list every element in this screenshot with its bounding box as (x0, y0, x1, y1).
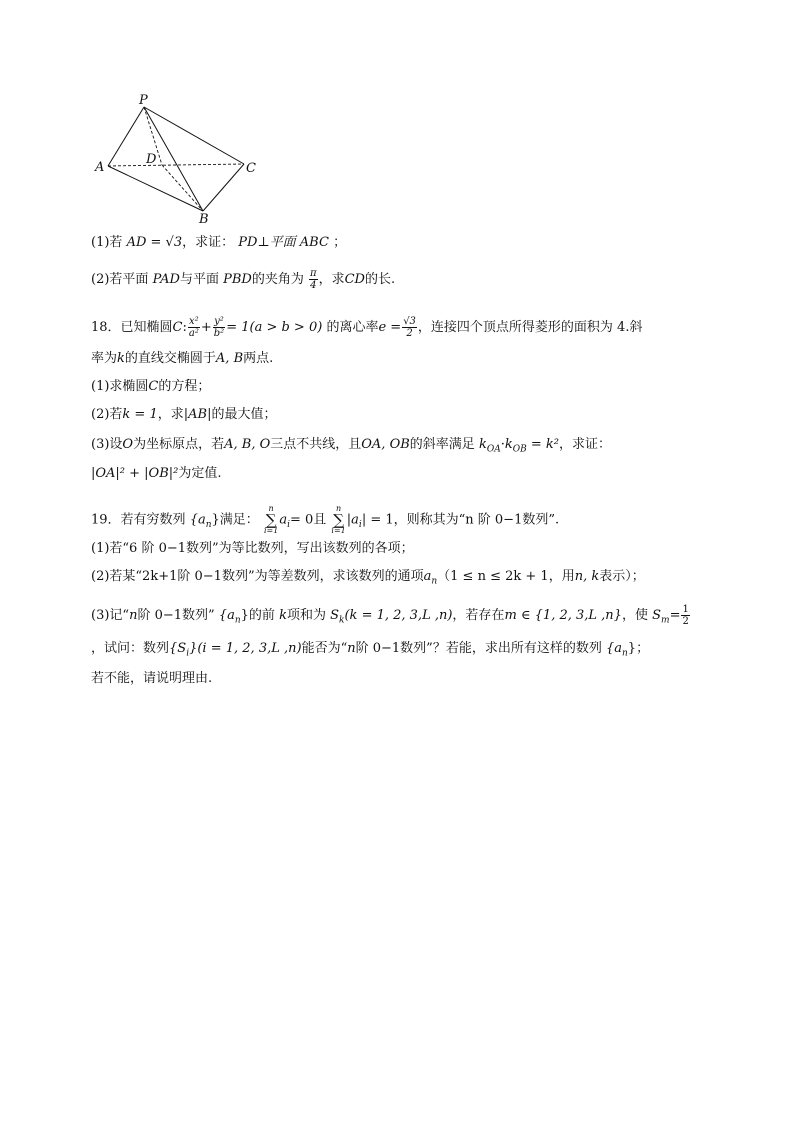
q18-p2-end: 的最大值； (211, 407, 277, 422)
pyramid-figure (88, 90, 268, 230)
q18-eq1: = 1(a > b > 0) (226, 320, 323, 335)
q19-half-den: 2 (682, 616, 689, 627)
q17-part1 (91, 234, 346, 252)
q19-p2-range: （1 ≤ n ≤ 2k + 1，用 (437, 569, 575, 584)
q17-p2-mid: 与平面 (179, 272, 219, 287)
q18-p1-end: 的方程； (158, 379, 211, 394)
q19-ai-sub: i (287, 520, 290, 531)
q18-p2: (2)若 (91, 407, 123, 422)
q19-p3-l3: 若不能，请说明理由. (91, 671, 213, 686)
q19-part2 (91, 568, 645, 591)
q19-absai: |a (346, 512, 359, 528)
q18-p1: (1)求椭圆 (91, 379, 149, 394)
q17-p1-prefix: (1)若 (91, 235, 123, 250)
q19-p2-an: a (423, 569, 432, 584)
q18-colon: : (182, 320, 187, 335)
q18-frac-e (402, 316, 417, 339)
q19-p3-l2seq-end: } (627, 641, 637, 656)
q19-p3-seq: {a (218, 608, 235, 623)
q19-p3-l2seq: {a (605, 641, 622, 656)
q19-seq-n: n (205, 520, 212, 531)
q19-p2: (2)若某“2k+1阶 0−1数列”为等差数列，求该数列的通项 (91, 569, 424, 584)
q19-half-num: 1 (682, 604, 689, 615)
q18-p2-k: k = 1 (122, 407, 158, 422)
edge-pa (108, 107, 144, 166)
q19-p3-sm: S (652, 608, 662, 623)
q18-p1-c: C (148, 379, 159, 394)
q19-head: 19．若有穷数列 (91, 512, 186, 528)
q17-p2-plane-b: PBD (223, 272, 252, 287)
q19-ai: a (279, 512, 288, 528)
q19-p2-an-sub: n (431, 576, 438, 587)
q19-absai-sub: i (358, 520, 362, 531)
q19-sum1-bot: i=1 (263, 526, 279, 535)
label-c: C (246, 161, 256, 176)
q19-sum1-top: n (268, 504, 274, 513)
q19-sum2 (331, 505, 345, 535)
q18-p3-koa: OA (486, 444, 501, 455)
q18-p3-mid3: 的斜率满足 (409, 437, 475, 452)
q18-k: k (117, 351, 125, 366)
q17-p2-plane-a: PAD (152, 272, 180, 287)
q18-a2: a² (188, 328, 199, 339)
q18-e-num: √3 (403, 316, 416, 327)
q19-p3-mid5: ，使 (621, 608, 648, 623)
q19-seq: {a (189, 512, 206, 528)
q17-p2-prefix: (2)若平面 (91, 272, 149, 287)
q19-p3-mid3: 项和为 (286, 608, 326, 623)
q17-frac-den: 4 (310, 280, 317, 291)
q17-p2-mid2: 的夹角为 (251, 272, 304, 287)
q17-p1-stmt: PD⊥平面 ABC (238, 235, 329, 250)
q19-sum2-bot: i=1 (331, 526, 346, 535)
q18-line2-c: 两点. (243, 351, 274, 366)
q18-part1 (91, 378, 210, 396)
q17-p2-cd: CD (344, 272, 365, 287)
q19-p3-l2b: 能否为“ (301, 641, 348, 656)
q18-frac-y (213, 316, 225, 339)
label-d: D (146, 152, 157, 167)
q17-part2 (91, 268, 395, 291)
q18-p3-k1: k (478, 437, 487, 452)
q19-p3-l2a: ，试问：数列 (91, 641, 170, 656)
q18-part2 (91, 406, 276, 424)
q18-p2-ab: |AB| (183, 407, 212, 422)
q17-p2-mid3: ，求 (318, 272, 345, 287)
q19-p3: (3)记“ (91, 608, 130, 623)
q19-p3-seq-end: } (240, 608, 249, 623)
q19-line1 (91, 505, 559, 535)
q19-p3-k: k (279, 608, 287, 623)
q18-x2: x² (189, 316, 199, 327)
q18-y2: y² (214, 316, 224, 327)
q18-p3-o: O (122, 437, 134, 452)
q19-and: 且 (313, 512, 327, 528)
q19-sat: 满足： (219, 512, 259, 528)
q19-part3-line2 (91, 640, 649, 663)
q19-p3-l2c: 阶 0−1数列”？若能，求出所有这样的数列 (355, 641, 602, 656)
q17-p1-mid: ，求证： (182, 235, 235, 250)
q19-p3-s: S (330, 608, 340, 623)
q19-p3-l2s: {S (169, 641, 187, 656)
q18-p3: (3)设 (91, 437, 123, 452)
q18-part3-line2 (91, 465, 222, 483)
q19-part3 (91, 604, 691, 630)
q19-sigma-icon: ∑ (265, 511, 277, 529)
q18-ab: A, B (215, 351, 244, 366)
q19-p3-mid4: ，若存在 (452, 608, 505, 623)
q18-p3-l2: |OA|² + |OB|² (91, 466, 179, 481)
q18-b2: b² (213, 328, 225, 339)
edge-bc (203, 164, 244, 211)
q19-p3-eq: = (669, 608, 681, 623)
q18-e-den: 2 (406, 328, 413, 339)
q18-ellipse-c: C (172, 320, 183, 335)
q18-line2-a: 率为 (91, 351, 118, 366)
q18-e: e = (378, 320, 402, 335)
q18-frac-x (188, 316, 200, 339)
q19-p3-l2s-sub: i (186, 648, 190, 659)
q18-line2-b: 的直线交椭圆于 (124, 351, 216, 366)
q19-seq-end: } (211, 512, 220, 528)
q19-p3-mid: 阶 0−1数列” (137, 608, 215, 623)
q18-p3-dot: · (500, 437, 505, 452)
label-a: A (95, 160, 105, 175)
q18-p2-mid: ，求 (157, 407, 184, 422)
q19-p3-mset: m ∈ {1, 2, 3,L ,n} (504, 608, 622, 623)
label-b: B (199, 212, 209, 227)
q18-p3-mid2: 三点不共线，且 (270, 437, 362, 452)
q18-ecc: 的离心率 (326, 320, 379, 335)
q19-part3-line3 (91, 670, 212, 688)
q19-p3-l2r: }(i = 1, 2, 3,L ,n) (189, 641, 302, 656)
q18-head: 18．已知椭圆 (91, 320, 173, 335)
q19-eq0: = 0 (289, 512, 314, 528)
q19-sum1 (264, 505, 278, 535)
q19-p3-l2seq-n: n (622, 648, 628, 659)
q18-p3-end: ，求证： (559, 437, 612, 452)
q19-p3-l2n: n (347, 641, 356, 656)
q17-p1-end: ； (333, 235, 347, 250)
q19-sigma2-icon: ∑ (333, 511, 344, 529)
q19-p3-seq-n: n (234, 615, 241, 626)
q18-p3-kob: OB (512, 444, 527, 455)
q19-p2-end: 表示）； (599, 569, 645, 584)
q19-absai-end: | = 1 (361, 512, 394, 528)
q19-p3-l2d: ； (636, 641, 650, 656)
q17-frac-num: π (309, 268, 317, 279)
q17-p2-end: 的长. (364, 272, 396, 287)
q18-line2 (91, 350, 273, 368)
q18-plus: + (200, 320, 212, 335)
q19-p3-mid2: 的前 (248, 608, 275, 623)
q19-p3-n: n (129, 608, 138, 623)
q19-part1 (91, 540, 414, 558)
label-p: P (139, 93, 148, 108)
pyramid-diagram (88, 90, 268, 230)
q18-p3-mid: 为坐标原点，若 (133, 437, 225, 452)
q19-half-fraction (681, 604, 689, 627)
q19-tail: ，则称其为“n 阶 0−1数列”. (393, 512, 560, 528)
q19-p1: (1)若“6 阶 0−1数列”为等比数列，写出该数列的各项； (91, 541, 414, 556)
q19-p3-krange: (k = 1, 2, 3,L ,n) (344, 608, 453, 623)
q18-p3-abo: A, B, O (224, 437, 271, 452)
q18-p3-k2: k (504, 437, 513, 452)
edge-ab (108, 166, 203, 211)
q18-p3-oaob: OA, OB (361, 437, 410, 452)
q18-p3-eq: = k² (530, 437, 560, 452)
q17-angle-fraction (309, 268, 318, 291)
q18-tail: ，连接四个顶点所得菱形的面积为 4.斜 (417, 320, 643, 335)
q19-p2-nk: n, k (574, 569, 600, 584)
q19-p3-sm-sub: m (661, 615, 670, 626)
q18-part3 (91, 436, 611, 459)
q18-p3-l2-end: 为定值. (178, 466, 222, 481)
q17-p1-eq: AD = √3 (126, 235, 183, 250)
edge-db-hidden (162, 165, 203, 211)
q18-line1 (91, 316, 642, 339)
q19-sum2-top: n (336, 504, 342, 513)
q19-p3-s-sub: k (339, 615, 345, 626)
